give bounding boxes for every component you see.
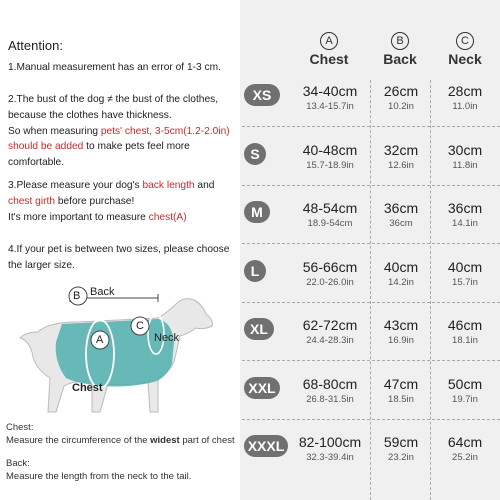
cell-chest [290, 82, 370, 113]
cell-back [372, 82, 430, 113]
cell-back [372, 433, 430, 464]
cell-neck [432, 433, 498, 464]
size-badge: S [244, 143, 266, 165]
note-3-line-b-red: chest girth [8, 195, 55, 207]
chest-inch: 24.4-28.3in [306, 335, 354, 346]
neck-inch: 19.7in [452, 393, 478, 405]
neck-cm: 36cm [447, 200, 483, 216]
neck-inch: 11.8in [452, 159, 478, 171]
back-inch: 10.2in [388, 101, 414, 112]
chest-footnote-bold: widest [150, 434, 180, 446]
note-4-line-a: 4.If your pet is between two sizes, please choose [8, 244, 230, 255]
note-3-line-c-pre: It's more important to measure [8, 211, 149, 223]
size-badge: XXL [244, 377, 280, 399]
chest-footnote-title: Chest: [6, 422, 34, 433]
neck-cm: 30cm [447, 141, 483, 158]
neck-inch: 18.1in [452, 335, 478, 346]
cell-back [372, 258, 430, 289]
back-label: Back [90, 286, 115, 298]
neck-cm: 64cm [447, 434, 483, 450]
dog-measurement-diagram [8, 282, 228, 422]
header-back-label: Back [383, 51, 417, 67]
chest-inch: 18.9-54cm [307, 218, 353, 229]
chest-footnote-post: part of chest [179, 434, 235, 446]
chest-cm: 62-72cm [302, 317, 358, 333]
cell-chest [290, 141, 370, 172]
neck-cm: 40cm [447, 258, 483, 275]
back-cm: 26cm [383, 83, 419, 99]
chest-cm: 48-54cm [302, 200, 358, 216]
row-divider [242, 243, 500, 244]
size-badge: XL [244, 318, 274, 340]
chest-cm: 34-40cm [302, 83, 358, 99]
back-inch: 23.2in [388, 452, 414, 463]
note-2-line-a: 2.The bust of the dog ≠ the bust of the clothes, [8, 94, 219, 105]
back-cm: 43cm [383, 317, 419, 333]
back-cm: 47cm [383, 375, 419, 392]
size-badge: XS [244, 84, 280, 106]
row-divider [242, 302, 500, 303]
neck-letter: C [136, 320, 144, 332]
chest-inch: 15.7-18.9in [306, 159, 354, 171]
neck-inch: 11.0in [452, 101, 478, 112]
cell-neck [432, 141, 498, 172]
header-chest-letter: A [320, 32, 338, 50]
cell-chest [290, 258, 370, 289]
note-2-line-b: because the clothes have thickness. [8, 109, 172, 121]
back-cm: 59cm [383, 434, 419, 450]
chest-cm: 56-66cm [302, 258, 358, 275]
note-3-line-b-post: before purchase! [55, 195, 135, 207]
cell-neck [432, 316, 498, 347]
header-chest-label: Chest [309, 51, 349, 67]
note-3 [8, 178, 240, 225]
cell-neck [432, 199, 498, 230]
neck-inch: 14.1in [452, 218, 478, 229]
cell-chest [290, 316, 370, 347]
neck-inch: 25.2in [452, 452, 478, 463]
header-neck [432, 32, 498, 67]
chest-inch: 22.0-26.0in [306, 276, 354, 288]
size-badge: L [244, 260, 266, 282]
note-4-line-b: the larger size. [8, 259, 75, 271]
cell-back [372, 141, 430, 172]
row-divider [242, 126, 500, 127]
note-2-line-d-red: should be added [8, 141, 84, 153]
chest-inch: 13.4-15.7in [306, 101, 354, 112]
row-divider [242, 360, 500, 361]
note-3-line-c-red: chest(A) [148, 211, 187, 223]
dog-illustration [8, 282, 228, 422]
neck-cm: 46cm [447, 317, 483, 333]
back-cm: 40cm [383, 258, 419, 275]
back-footnote [6, 458, 191, 484]
back-letter: B [73, 290, 81, 302]
back-inch: 18.5in [388, 393, 414, 405]
cell-neck [432, 82, 498, 113]
note-3-line-a-pre: 3.Please measure your dog's [8, 180, 143, 191]
back-inch: 12.6in [388, 159, 414, 171]
cell-neck [432, 375, 498, 406]
header-back-letter: B [391, 32, 409, 50]
chest-footnote-pre: Measure the circumference of the [6, 434, 151, 446]
note-2-line-d-post: to make pets feel more comfortable. [8, 141, 190, 169]
attention-title: Attention: [8, 38, 63, 53]
column-divider [430, 80, 431, 500]
note-2 [8, 92, 240, 171]
neck-inch: 15.7in [452, 276, 478, 288]
column-divider [370, 80, 371, 500]
instructions-panel [0, 0, 240, 500]
chest-inch: 26.8-31.5in [306, 393, 354, 405]
note-2-line-c-pre: So when measuring [8, 125, 101, 137]
size-badge: XXXL [244, 435, 288, 457]
cell-back [372, 199, 430, 230]
size-badge: M [244, 201, 270, 223]
header-chest [290, 32, 368, 67]
back-footnote-desc: Measure the length from the neck to the tail. [6, 470, 192, 482]
chest-cm: 40-48cm [302, 141, 358, 158]
note-4 [8, 242, 240, 274]
cell-chest [290, 375, 370, 406]
back-cm: 32cm [383, 141, 419, 158]
row-divider [242, 419, 500, 420]
neck-cm: 28cm [447, 83, 483, 99]
cell-back [372, 316, 430, 347]
chest-cm: 82-100cm [298, 434, 362, 450]
back-inch: 36cm [389, 218, 413, 229]
cell-back [372, 375, 430, 406]
cell-chest [290, 199, 370, 230]
back-inch: 16.9in [388, 335, 414, 346]
row-divider [242, 185, 500, 186]
note-3-line-a-post: and [194, 180, 215, 191]
chest-cm: 68-80cm [302, 375, 358, 392]
chest-label: Chest [72, 382, 103, 394]
neck-label: Neck [154, 332, 180, 344]
header-neck-label: Neck [448, 51, 482, 67]
back-footnote-title: Back: [6, 458, 30, 469]
chest-inch: 32.3-39.4in [306, 452, 354, 463]
back-cm: 36cm [383, 200, 419, 216]
note-1 [8, 60, 240, 76]
header-neck-letter: C [456, 32, 474, 50]
note-3-line-a-red: back length [142, 180, 195, 191]
note-2-line-c-red: pets' chest, 3-5cm(1.2-2.0in) [100, 125, 230, 137]
cell-chest [290, 433, 370, 464]
neck-cm: 50cm [447, 375, 483, 392]
back-inch: 14.2in [388, 276, 414, 288]
cell-neck [432, 258, 498, 289]
header-back [372, 32, 428, 67]
note-1-text: 1.Manual measurement has an error of 1-3 cm. [8, 62, 221, 73]
chest-footnote [6, 422, 235, 448]
chest-letter: A [96, 334, 104, 346]
